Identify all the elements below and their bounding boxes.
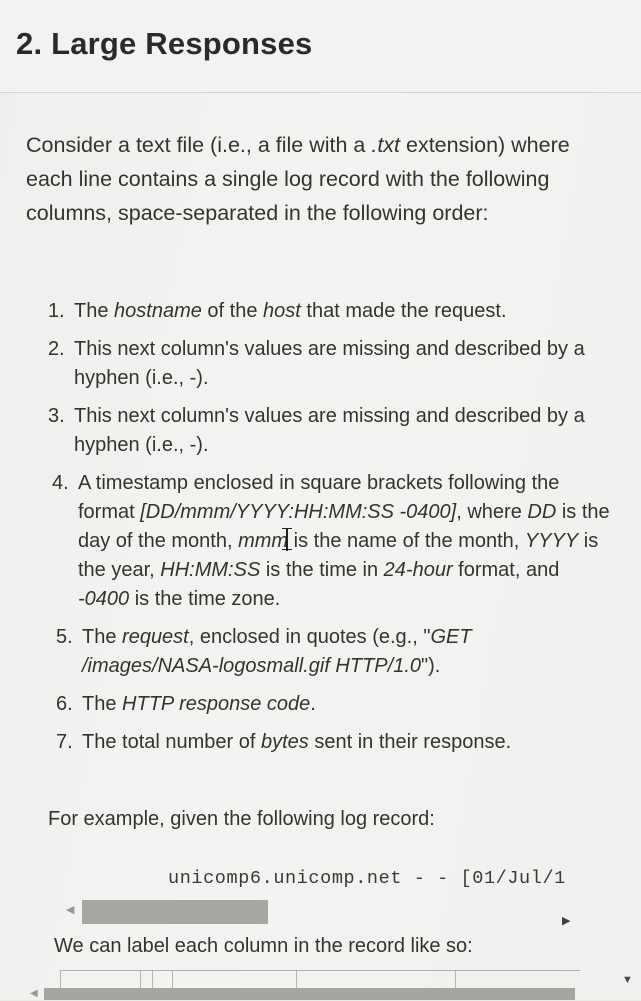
triangle-left-icon[interactable]: ◀	[66, 904, 75, 916]
item-text: of the	[201, 300, 264, 322]
item-text: is the year,	[78, 530, 599, 581]
log-record-code: unicomp6.unicomp.net - - [01/Jul/1	[168, 868, 566, 889]
section-header	[0, 0, 641, 93]
item-text: The	[74, 300, 115, 322]
triangle-left-icon[interactable]: ◀	[30, 988, 38, 999]
item-text: is the day of the month,	[78, 501, 610, 552]
list-number: 4.	[52, 472, 69, 494]
list-item	[30, 402, 610, 460]
item-text: The total number of	[82, 731, 261, 753]
list-item	[30, 335, 610, 393]
list-number: 5.	[56, 626, 73, 648]
item-term: YYYY	[524, 530, 579, 552]
item-term: host	[263, 300, 301, 322]
item-term: request	[122, 626, 189, 648]
item-term: 24-hour	[383, 559, 453, 581]
triangle-down-icon[interactable]: ▼	[622, 974, 633, 986]
section-title: 2. Large Responses	[16, 26, 313, 61]
triangle-right-icon[interactable]: ▶	[562, 915, 571, 927]
item-term: hostname	[114, 300, 202, 322]
item-text: format, and	[452, 559, 560, 581]
code-horizontal-scrollbar[interactable]	[82, 900, 268, 924]
item-text: A timestamp enclosed in square brackets following the format	[78, 472, 560, 523]
list-item	[30, 623, 610, 681]
intro-text-2: extension) where each line contains a single log record with the following columns, space-separated in the following order:	[26, 133, 570, 225]
item-text: This next column's values are missing and described by a hyphen (i.e., -).	[74, 405, 585, 456]
item-text: is the time in	[260, 559, 384, 581]
list-item	[30, 469, 610, 614]
item-text: is the time zone.	[129, 588, 281, 610]
code-block	[60, 852, 580, 904]
item-text: is the name of the month,	[288, 530, 525, 552]
label-intro: We can label each column in the record like so:	[54, 935, 473, 957]
item-text: ").	[421, 655, 441, 677]
item-term: DD	[527, 501, 557, 523]
column-spec-list	[30, 297, 610, 766]
list-number: 7.	[56, 731, 73, 753]
list-item	[30, 297, 610, 326]
intro-ext: .txt	[371, 133, 401, 157]
item-text: that made the request.	[300, 300, 507, 322]
item-term: -0400	[78, 588, 130, 610]
intro-paragraph	[26, 128, 601, 230]
item-term: HTTP response code	[122, 693, 311, 715]
item-text: , where	[456, 501, 528, 523]
item-term: HH:MM:SS	[160, 559, 261, 581]
item-text: The	[82, 693, 123, 715]
item-text: .	[310, 693, 316, 715]
item-text: sent in their response.	[308, 731, 512, 753]
list-number: 3.	[48, 405, 65, 427]
list-item	[30, 690, 610, 719]
intro-text-1: Consider a text file (i.e., a file with a	[26, 133, 372, 157]
item-text: The	[82, 626, 123, 648]
list-item	[30, 728, 610, 757]
item-term: mmm	[238, 530, 289, 552]
list-number: 6.	[56, 693, 73, 715]
item-text: , enclosed in quotes (e.g., "	[188, 626, 431, 648]
list-number: 1.	[48, 300, 65, 322]
example-intro: For example, given the following log record:	[48, 808, 435, 830]
item-term: [DD/mmm/YYYY:HH:MM:SS -0400]	[140, 501, 457, 523]
item-term: bytes	[260, 731, 309, 753]
item-text: This next column's values are missing and described by a hyphen (i.e., -).	[74, 338, 585, 389]
table-horizontal-scrollbar[interactable]	[44, 988, 575, 1000]
list-number: 2.	[48, 338, 65, 360]
item-term: GET /images/NASA-logosmall.gif HTTP/1.0	[82, 626, 472, 677]
